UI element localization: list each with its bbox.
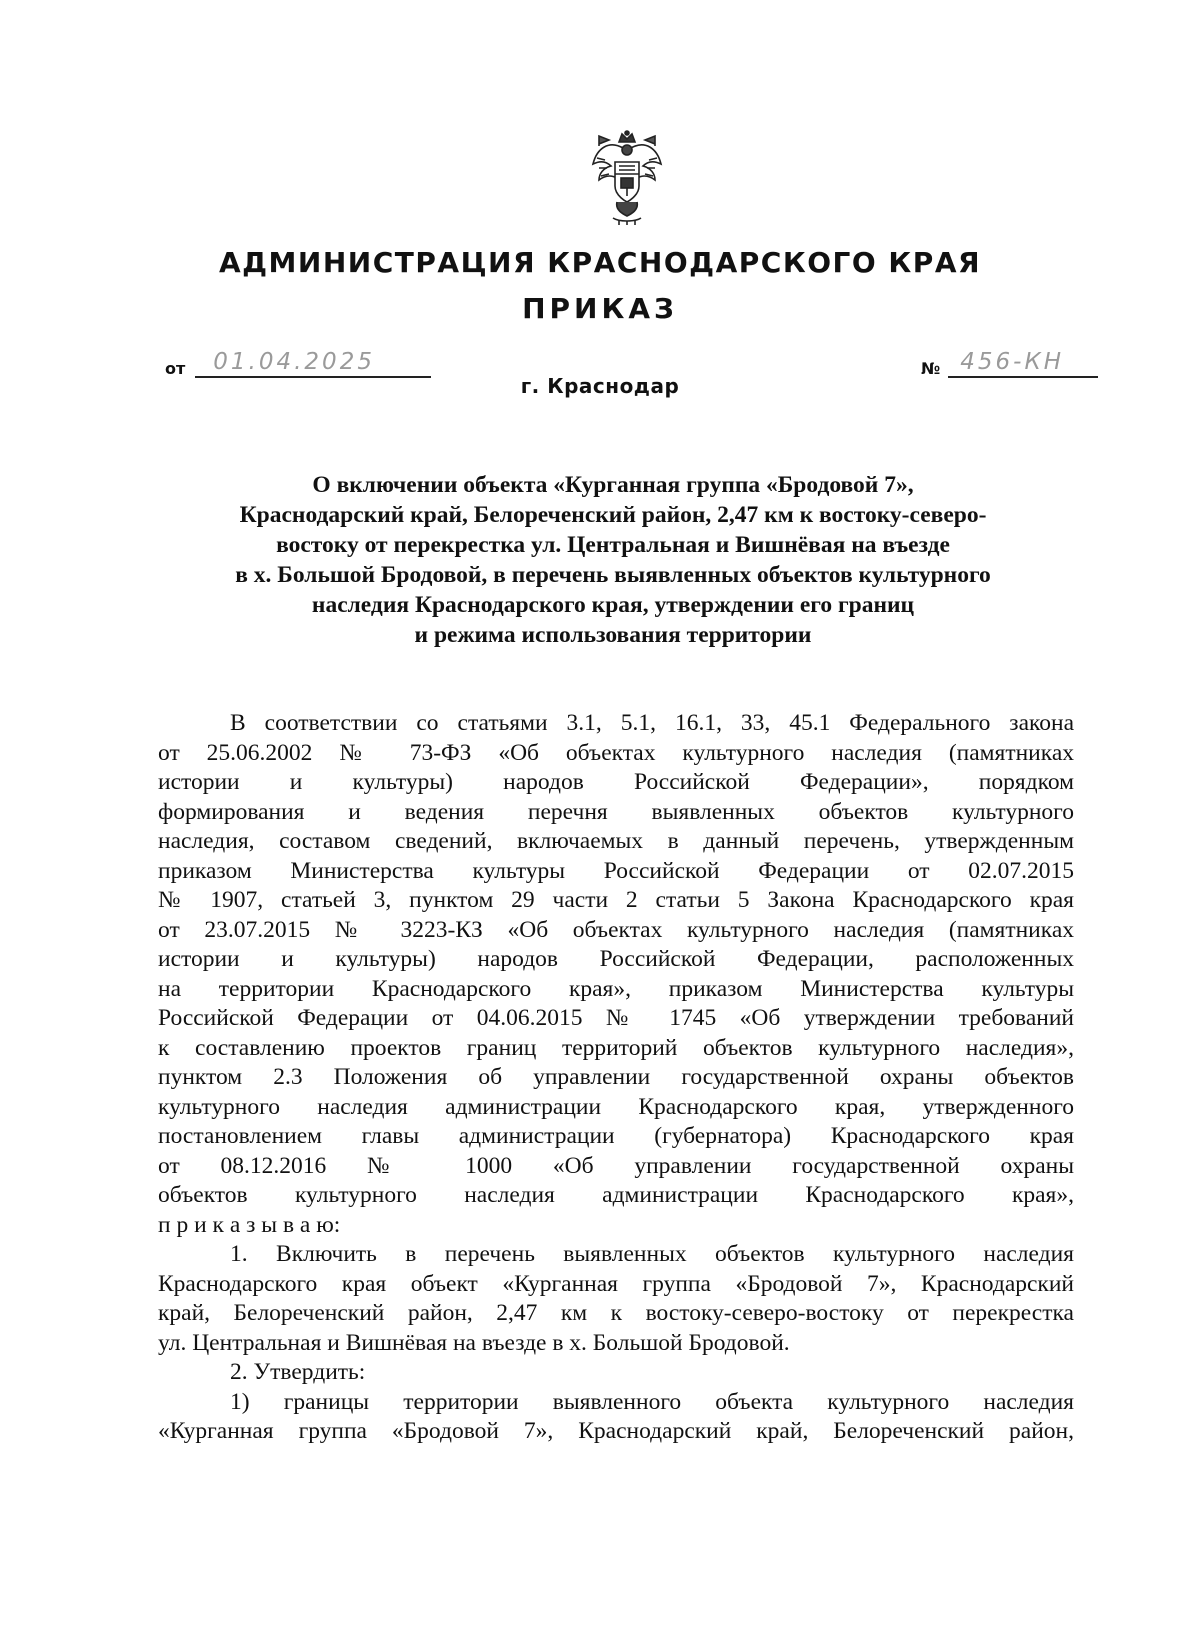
agency-title: АДМИНИСТРАЦИЯ КРАСНОДАРСКОГО КРАЯ <box>218 246 982 279</box>
city-line: г. Краснодар <box>520 374 680 398</box>
subject-line: Краснодарский край, Белореченский район, 2,47 км к востоку-северо- <box>239 502 987 528</box>
order-subject <box>150 470 1076 650</box>
subject-line: востоку от перекрестка ул. Центральная и Вишнёвая на въезде <box>276 532 950 558</box>
body-line: 1. Включить в перечень выявленных объектов культурного наследия <box>230 1241 1074 1267</box>
body-line: формирования и ведения перечня выявленных объектов культурного <box>158 798 1074 825</box>
date-prefix: от <box>165 359 186 378</box>
handwritten-number: 456-КН <box>960 349 1065 375</box>
body-line-directive: п р и к а з ы в а ю: <box>158 1211 341 1238</box>
body-line: «Курганная группа «Бродовой 7», Краснодарский край, Белореченский район, <box>158 1418 1074 1444</box>
subject-line: в х. Большой Бродовой, в перечень выявленных объектов культурного <box>235 562 991 588</box>
handwritten-date: 01.04.2025 <box>213 349 375 375</box>
coat-of-arms-emblem <box>589 130 665 226</box>
subject-line: наследия Краснодарского края, утверждении его границ <box>311 592 915 618</box>
body-line: край, Белореченский район, 2,47 км к востоку-северо-востоку от перекрестка <box>158 1300 1074 1326</box>
subject-line: и режима использования территории <box>414 622 812 648</box>
body-line: В соответствии со статьями 3.1, 5.1, 16.1, 33, 45.1 Федерального закона <box>230 710 1074 736</box>
order-body <box>158 709 1074 1447</box>
document-type: ПРИКАЗ <box>522 292 678 325</box>
body-line: пунктом 2.3 Положения об управлении государственной охраны объектов <box>158 1064 1074 1090</box>
body-line: Краснодарского края объект «Курганная группа «Бродовой 7», Краснодарский <box>158 1270 1074 1297</box>
subject-line: О включении объекта «Курганная группа «Бродовой 7», <box>312 472 914 498</box>
body-line: 1) границы территории выявленного объекта культурного наследия <box>230 1388 1074 1415</box>
body-line: приказом Министерства культуры Российской Федерации от 02.07.2015 <box>158 857 1074 884</box>
body-line: истории и культуры) народов Российской Федерации», порядком <box>158 769 1074 795</box>
body-line: наследия, составом сведений, включаемых в данный перечень, утвержденным <box>158 828 1074 854</box>
body-line: от 23.07.2015 № 3223-КЗ «Об объектах культурного наследия (памятниках <box>158 916 1074 943</box>
body-line: Российской Федерации от 04.06.2015 № 1745 «Об утверждении требований <box>158 1005 1074 1031</box>
body-line: на территории Краснодарского края», приказом Министерства культуры <box>158 975 1074 1002</box>
body-line: объектов культурного наследия администрации Краснодарского края», <box>158 1182 1074 1208</box>
body-line: к составлению проектов границ территорий объектов культурного наследия», <box>158 1034 1074 1061</box>
body-line: постановлением главы администрации (губернатора) Краснодарского края <box>158 1123 1074 1149</box>
body-line: ул. Центральная и Вишнёвая на въезде в х. Большой Бродовой. <box>158 1329 790 1356</box>
body-line: от 25.06.2002 № 73-ФЗ «Об объектах культурного наследия (памятниках <box>158 739 1074 766</box>
body-line: истории и культуры) народов Российской Федерации, расположенных <box>158 946 1074 972</box>
number-prefix: № <box>921 359 941 378</box>
body-line: культурного наследия администрации Краснодарского края, утвержденного <box>158 1093 1074 1120</box>
body-line: № 1907, статьей 3, пунктом 29 части 2 статьи 5 Закона Краснодарского края <box>158 887 1074 913</box>
body-line: от 08.12.2016 № 1000 «Об управлении государственной охраны <box>158 1152 1074 1179</box>
body-line: 2. Утвердить: <box>230 1359 366 1385</box>
